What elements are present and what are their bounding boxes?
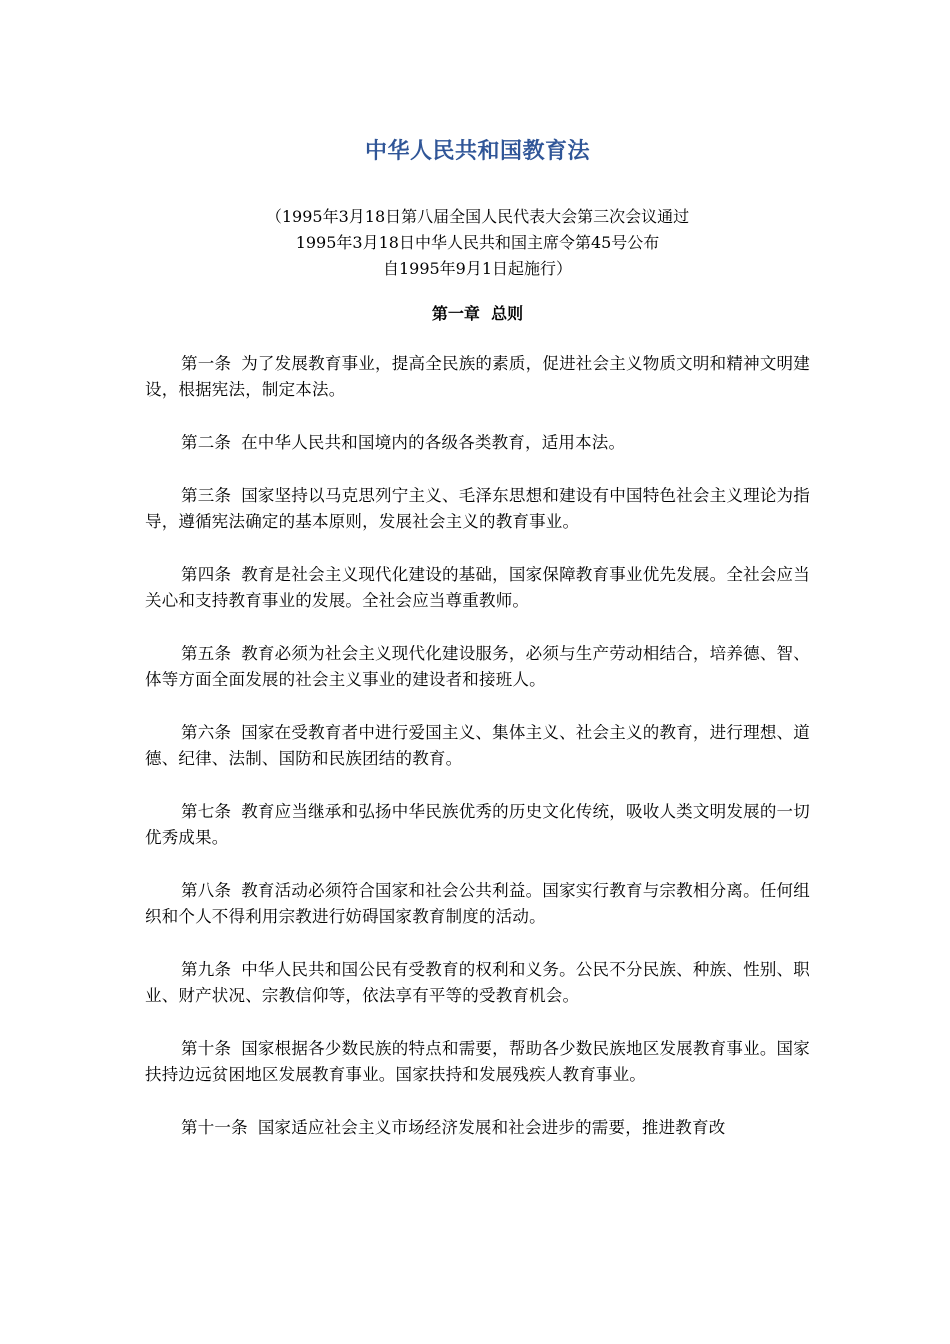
adoption-note [145, 204, 810, 282]
article-number: 第三条 [181, 486, 232, 505]
article-8 [145, 878, 810, 930]
article-number: 第十一条 [181, 1118, 248, 1137]
article-number: 第五条 [181, 644, 232, 663]
article-4 [145, 562, 810, 614]
article-number: 第九条 [181, 960, 232, 979]
adoption-line: （1995年3月18日第八届全国人民代表大会第三次会议通过 [265, 207, 690, 226]
article-number: 第八条 [181, 881, 232, 900]
article-text: 教育必须为社会主义现代化建设服务，必须与生产劳动相结合，培养德、智、体等方面全面发展的社会主义事业的建设者和接班人。 [145, 644, 810, 689]
article-number: 第四条 [181, 565, 232, 584]
adoption-line: 自1995年9月1日起施行） [382, 259, 573, 278]
article-10 [145, 1036, 810, 1088]
article-number: 第七条 [181, 802, 232, 821]
article-text: 国家在受教育者中进行爱国主义、集体主义、社会主义的教育，进行理想、道德、纪律、法制、国防和民族团结的教育。 [145, 723, 810, 768]
article-text: 国家根据各少数民族的特点和需要，帮助各少数民族地区发展教育事业。国家扶持边远贫困地区发展教育事业。国家扶持和发展残疾人教育事业。 [145, 1039, 810, 1084]
article-list [145, 351, 810, 1141]
article-text: 中华人民共和国公民有受教育的权利和义务。公民不分民族、种族、性别、职业、财产状况、宗教信仰等，依法享有平等的受教育机会。 [145, 960, 810, 1005]
article-3 [145, 483, 810, 535]
article-text: 国家适应社会主义市场经济发展和社会进步的需要，推进教育改 [257, 1118, 726, 1137]
article-2 [145, 430, 810, 456]
article-text: 为了发展教育事业，提高全民族的素质，促进社会主义物质文明和精神文明建设，根据宪法，制定本法。 [145, 354, 810, 399]
adoption-line: 1995年3月18日中华人民共和国主席令第45号公布 [295, 233, 660, 252]
document-title: 中华人民共和国教育法 [364, 139, 590, 164]
chapter-heading: 第一章 总则 [431, 304, 524, 323]
article-number: 第十条 [181, 1039, 232, 1058]
article-number: 第一条 [181, 354, 232, 373]
article-text: 教育是社会主义现代化建设的基础，国家保障教育事业优先发展。全社会应当关心和支持教育事业的发展。全社会应当尊重教师。 [145, 565, 810, 610]
article-text: 国家坚持以马克思列宁主义、毛泽东思想和建设有中国特色社会主义理论为指导，遵循宪法确定的基本原则，发展社会主义的教育事业。 [145, 486, 810, 531]
article-text: 在中华人民共和国境内的各级各类教育，适用本法。 [241, 433, 626, 452]
article-5 [145, 641, 810, 693]
article-9 [145, 957, 810, 1009]
article-7 [145, 799, 810, 851]
article-number: 第二条 [181, 433, 232, 452]
document-page [145, 136, 810, 1168]
article-text: 教育应当继承和弘扬中华民族优秀的历史文化传统，吸收人类文明发展的一切优秀成果。 [145, 802, 810, 847]
article-11 [145, 1115, 810, 1141]
article-text: 教育活动必须符合国家和社会公共利益。国家实行教育与宗教相分离。任何组织和个人不得利用宗教进行妨碍国家教育制度的活动。 [145, 881, 810, 926]
article-number: 第六条 [181, 723, 232, 742]
article-1 [145, 351, 810, 403]
article-6 [145, 720, 810, 772]
